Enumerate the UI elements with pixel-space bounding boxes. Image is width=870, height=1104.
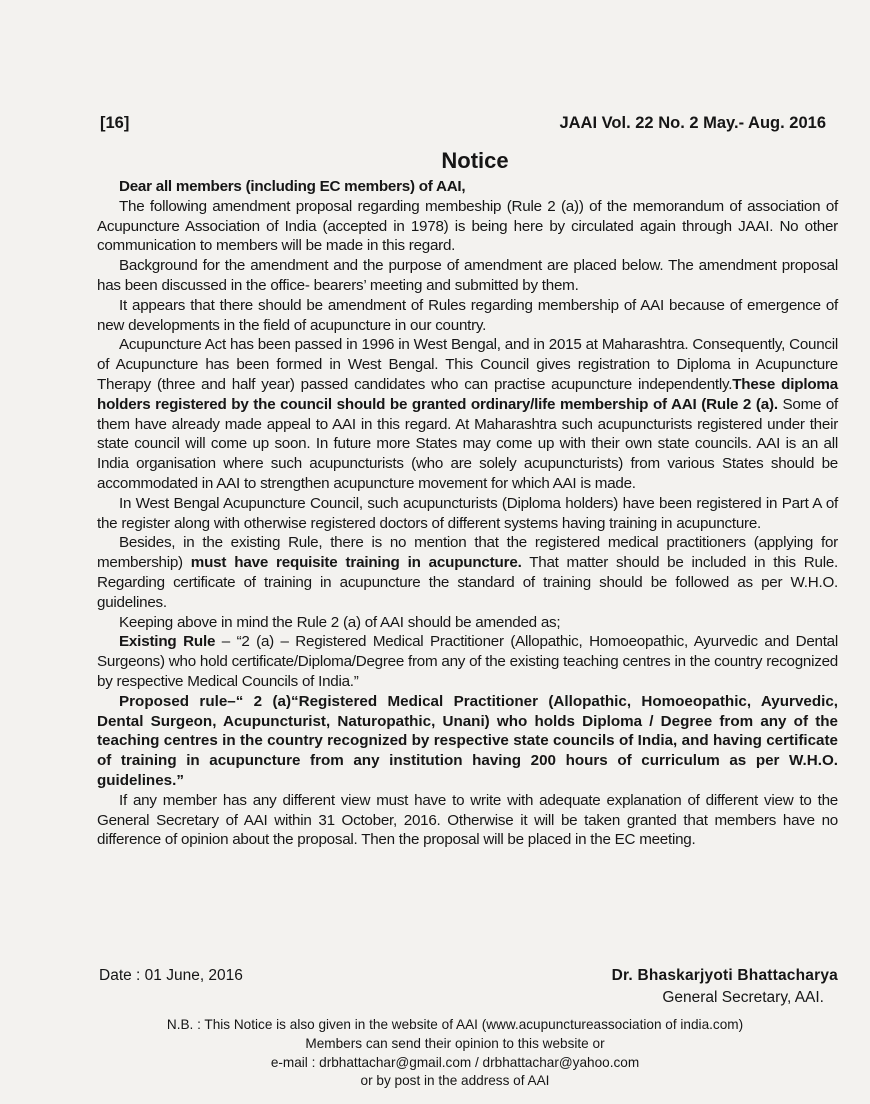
notice-title: Notice bbox=[441, 148, 509, 173]
nb-line-post: or by post in the address of AAI bbox=[360, 1073, 550, 1089]
paragraph-membership-proposal: The following amendment proposal regarding membeship (Rule 2 (a)) of the memorandum of association of Acupuncture Association of India (accepted in 1978) is being here by circulated again through JAAI. No other communication to members will be made in this regard. bbox=[97, 197, 838, 255]
paragraph-acupuncture-act bbox=[97, 335, 838, 493]
signatory-name: Dr. Bhaskarjyoti Bhattacharya bbox=[611, 967, 838, 984]
acupuncture-act-continued: Some of them have already made appeal to AAI in this regard. At Maharashtra such acupuncturists registered under their state council will come up soon. In future more States may come up with their own state councils. AAI is an all India organisation where such acupuncturists (who are solely acupuncturists) from various States should be accommodated in AAI to strengthen acupuncture movement for which AAI is made. bbox=[97, 395, 839, 492]
paragraph-rules-amendment: It appears that there should be amendment of Rules regarding membership of AAI because of emergence of new developments in the field of acupuncture in our country. bbox=[97, 296, 838, 334]
notice-body bbox=[97, 177, 838, 850]
acupuncture-act-text: Acupuncture Act has been passed in 1996 in West Bengal, and in 2015 at Maharashtra. Consequently, Council of Acupuncture has been formed in West Bengal. This Council gives registration to Diploma in Acupuncture Therapy (three and half year) passed candidates who can practise acupuncture independently. bbox=[97, 336, 838, 393]
journal-info: JAAI Vol. 22 No. 2 May.- Aug. 2016 bbox=[559, 114, 826, 132]
nb-note bbox=[60, 1016, 850, 1091]
training-emphasis: must have requisite training in acupuncture. bbox=[190, 554, 522, 572]
nb-line-website: N.B. : This Notice is also given in the website of AAI (www.acupunctureassociation of india.com) bbox=[166, 1017, 744, 1032]
notice-date: Date : 01 June, 2016 bbox=[99, 967, 243, 984]
paragraph-existing-rule bbox=[97, 632, 838, 691]
paragraph-proposed-rule: Proposed rule–“ 2 (a)“Registered Medical Practitioner (Allopathic, Homoeopathic, Ayurvedic, Dental Surgeon, Acupuncturist, Naturopathic, Unani) who holds Diploma / Degree from any of the teaching centres in the country recognized by respective state councils of India, and having certificate of training in acupuncture from any institution having 200 hours of curriculum as per W.H.O. guidelines.” bbox=[97, 692, 838, 789]
signatory-role: General Secretary, AAI. bbox=[662, 989, 824, 1006]
salutation: Dear all members (including EC members) of AAI, bbox=[119, 178, 466, 195]
paragraph-keeping-above: Keeping above in mind the Rule 2 (a) of AAI should be amended as; bbox=[119, 613, 561, 631]
paragraph-training-requirement bbox=[97, 533, 838, 612]
diploma-holders-emphasis: These diploma holders registered by the council should be granted ordinary/life membership of AAI (Rule 2 (a). bbox=[97, 375, 838, 413]
paragraph-background: Background for the amendment and the purpose of amendment are placed below. The amendment proposal has been discussed in the office- bearers’ meeting and submitted by them. bbox=[97, 257, 838, 294]
training-text: Besides, in the existing Rule, there is no mention that the registered medical practitioners (applying for membership) bbox=[97, 534, 838, 572]
page-number: [16] bbox=[100, 114, 130, 132]
paragraph-different-view: If any member has any different view must have to write with adequate explanation of different view to the General Secretary of AAI within 31 October, 2016. Otherwise it will be taken granted that members have no difference of opinion about the proposal. Then the proposal will be placed in the EC meeting. bbox=[97, 791, 838, 849]
existing-rule-label: Existing Rule bbox=[119, 633, 216, 651]
nb-line-opinion: Members can send their opinion to this website or bbox=[305, 1035, 605, 1051]
nb-line-email: e-mail : drbhattachar@gmail.com / drbhattachar@yahoo.com bbox=[270, 1054, 640, 1070]
paragraph-west-bengal-council: In West Bengal Acupuncture Council, such acupuncturists (Diploma holders) have been registered in Part A of the register along with otherwise registered doctors of different systems having training in acupuncture. bbox=[97, 494, 838, 532]
training-continued: That matter should be included in this Rule. Regarding certificate of training in acupuncture the standard of training should be followed as per W.H.O. guidelines. bbox=[97, 554, 838, 611]
existing-rule-text: – “2 (a) – Registered Medical Practitioner (Allopathic, Homoeopathic, Ayurvedic and Dental Surgeons) who hold certificate/Diploma/Degree from any of the existing teaching centres in the country recognized by respective Medical Councils of India.” bbox=[97, 633, 839, 690]
